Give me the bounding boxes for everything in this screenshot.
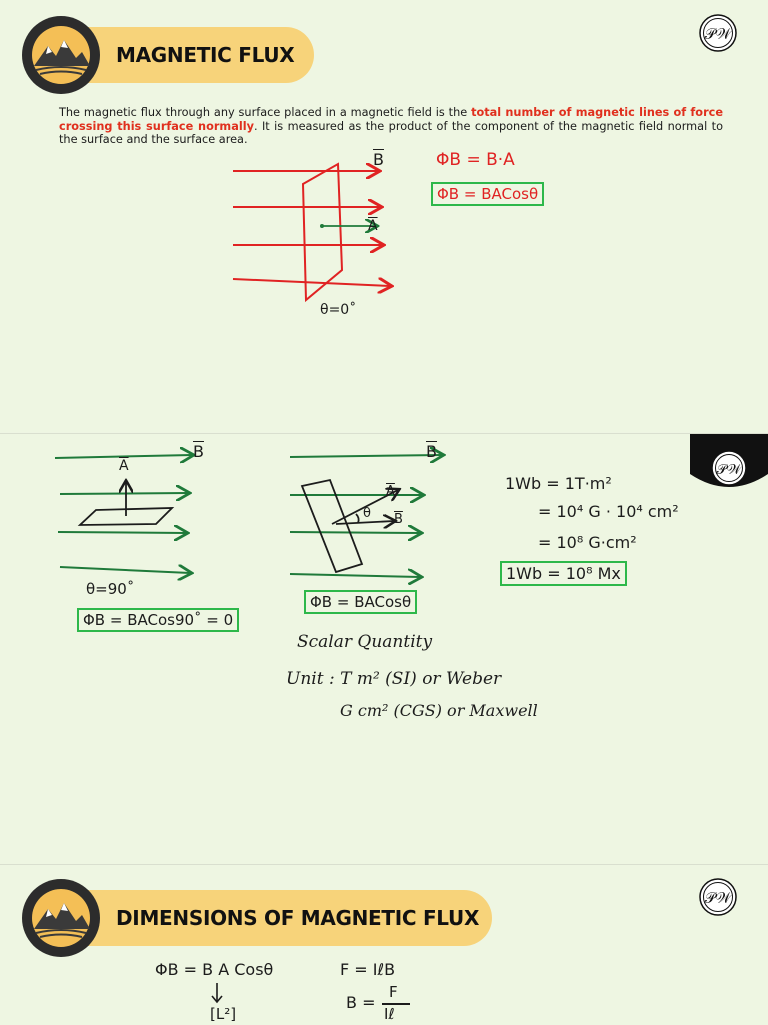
equation-dot-product: ΦB = B·A <box>436 150 515 170</box>
weber-maxwell-boxed: 1Wb = 10⁸ Mx <box>500 561 627 586</box>
b-equation-numerator: F <box>389 983 398 1001</box>
middle-field-small-label: $\overline{B}$ <box>394 512 403 527</box>
svg-text:𝒫𝒲: 𝒫𝒲 <box>704 889 732 907</box>
left-field-label-b: $\overline{B}$ <box>193 442 204 461</box>
svg-text:𝒫𝒲: 𝒫𝒲 <box>704 25 732 43</box>
paragraph-highlight: total number of magnetic lines of force crossing this surface normally <box>59 106 723 133</box>
scalar-quantity-note: Scalar Quantity <box>297 632 433 652</box>
slide-magnetic-flux <box>0 0 768 432</box>
weber-line-2: = 10⁴ G · 10⁴ cm² <box>538 502 679 521</box>
equation-boxed: ΦB = BACosθ <box>431 182 544 206</box>
slide-dimensions <box>0 864 768 1025</box>
force-equation: F = IℓB <box>340 960 396 979</box>
b-equation-denominator: Iℓ <box>384 1005 395 1023</box>
middle-area-label-a: $\overline{A}$ <box>386 484 395 499</box>
area-dimension: [L²] <box>210 1005 237 1023</box>
unit-cgs-note: G cm² (CGS) or Maxwell <box>340 701 538 720</box>
flux-diagram-normal <box>0 0 768 432</box>
left-angle-label: θ=90˚ <box>86 580 135 598</box>
b-equation-lhs: B = <box>346 993 376 1012</box>
title-banner-dimensions <box>40 890 492 946</box>
paragraph-text-end: . It is measured as the product of the component of the magnetic field normal to the surface and the surface area. <box>59 119 723 146</box>
pw-logo-icon <box>699 878 737 916</box>
mountain-logo-icon <box>22 879 100 957</box>
svg-text:𝒫𝒲: 𝒫𝒲 <box>716 462 742 478</box>
slide3-title: DIMENSIONS OF MAGNETIC FLUX <box>116 906 480 930</box>
unit-si-note: Unit : T m² (SI) or Weber <box>286 669 502 689</box>
left-area-label-a: $\overline{A}$ <box>119 458 129 474</box>
middle-boxed-equation: ΦB = BACosθ <box>304 590 417 614</box>
slide-flux-cases <box>0 433 768 864</box>
left-boxed-equation: ΦB = BACos90˚ = 0 <box>77 608 239 632</box>
field-label-b: $\overline{B}$ <box>373 150 384 169</box>
middle-angle-label: θ <box>363 506 371 521</box>
slide-title: MAGNETIC FLUX <box>116 43 295 67</box>
weber-line-1: 1Wb = 1T·m² <box>505 474 612 493</box>
down-arrow-icon <box>207 981 227 1007</box>
middle-field-label-b: $\overline{B}$ <box>426 442 437 461</box>
weber-line-3: = 10⁸ G·cm² <box>538 533 637 552</box>
area-label-a: $\overline{A}$ <box>368 218 378 234</box>
paragraph-text: The magnetic flux through any surface placed in a magnetic field is the <box>59 106 472 119</box>
flux-equation: ΦB = B A Cosθ <box>155 960 274 979</box>
angle-label: θ=0˚ <box>320 302 357 318</box>
